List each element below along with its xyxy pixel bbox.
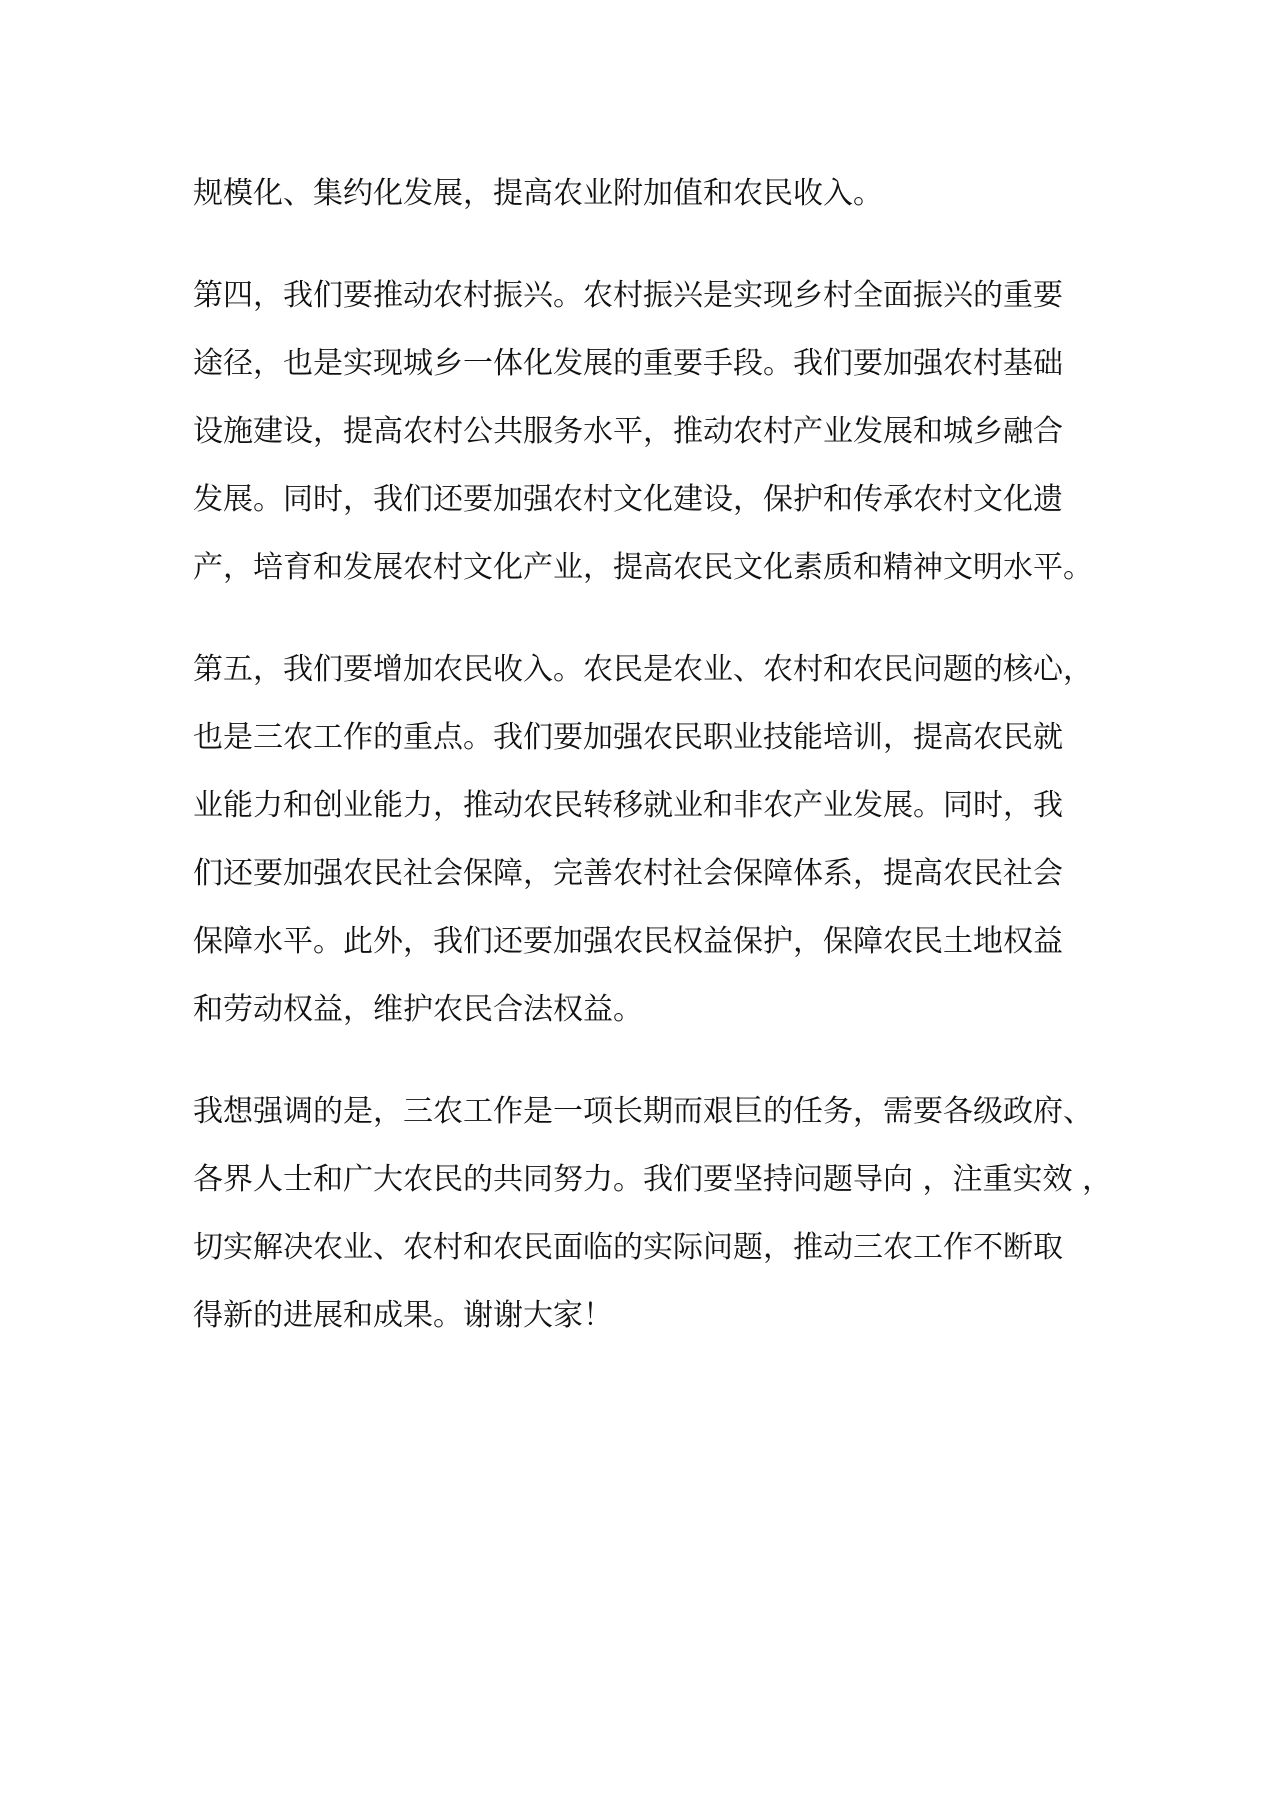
text-line: 和劳动权益，维护农民合法权益。	[193, 992, 643, 1027]
text-line: 们还要加强农民社会保障，完善农村社会保障体系，提高农民社会	[193, 856, 1063, 891]
text-line: 途径，也是实现城乡一体化发展的重要手段。我们要加强农村基础	[193, 346, 1063, 381]
text-line: 得新的进展和成果。谢谢大家！	[193, 1298, 613, 1333]
text-line: 也是三农工作的重点。我们要加强农民职业技能培训，提高农民就	[193, 720, 1063, 755]
text-line: 第四，我们要推动农村振兴。农村振兴是实现乡村全面振兴的重要	[193, 278, 1063, 313]
document-body	[193, 160, 1113, 1384]
text-line: 产，培育和发展农村文化产业，提高农民文化素质和精神文明水平。	[193, 550, 1093, 585]
text-line: 保障水平。此外，我们还要加强农民权益保护，保障农民土地权益	[193, 924, 1063, 959]
paragraph-continuation	[193, 160, 1093, 228]
text-line: 发展。同时，我们还要加强农村文化建设，保护和传承农村文化遗	[193, 482, 1063, 517]
paragraph-rural-revitalization	[193, 262, 1093, 602]
text-line: 设施建设，提高农村公共服务水平，推动农村产业发展和城乡融合	[193, 414, 1063, 449]
text-line: 切实解决农业、农村和农民面临的实际问题，推动三农工作不断取	[193, 1230, 1063, 1265]
paragraph-conclusion	[193, 1078, 1113, 1350]
text-line: 各界人士和广大农民的共同努力。我们要坚持问题导向 ，注重实效 ，	[193, 1162, 1113, 1197]
text-line: 第五，我们要增加农民收入。农民是农业、农村和农民问题的核心，	[193, 652, 1093, 687]
text-line: 业能力和创业能力，推动农民转移就业和非农产业发展。同时，我	[193, 788, 1063, 823]
text-line: 我想强调的是，三农工作是一项长期而艰巨的任务，需要各级政府、	[193, 1094, 1093, 1129]
paragraph-farmer-income	[193, 636, 1093, 1044]
text-line: 规模化、集约化发展，提高农业附加值和农民收入。	[193, 176, 883, 211]
